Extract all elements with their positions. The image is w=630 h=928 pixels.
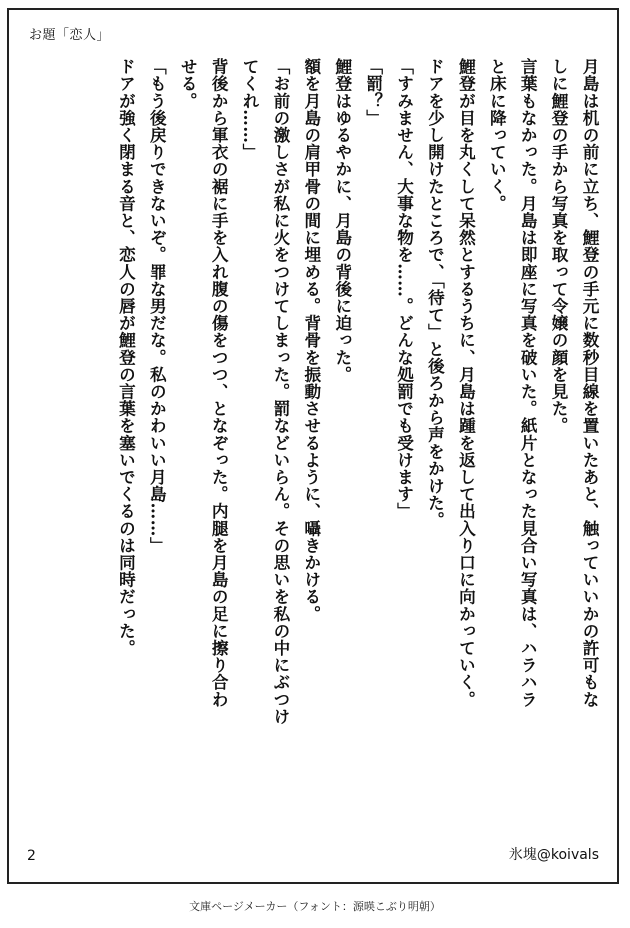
author-credit: 氷塊@koivals (508, 847, 599, 863)
generator-credit: 文庫ページメーカー（フォント：源暎こぶり明朝） (189, 900, 441, 913)
text-line: 「お前の激しさが私に火をつけてしまった。罰などいらん。その思いを私の中にぶつけ (270, 58, 291, 725)
text-line: 「すみません、大事な物を……。どんな処罰でも受けます」 (394, 58, 415, 520)
page-frame (7, 8, 619, 884)
text-line: 鯉登はゆるやかに、月島の背後に迫った。 (332, 58, 353, 383)
text-line: 言葉もなかった。月島は即座に写真を破いた。紙片となった見合い写真は、ハラハラ (518, 58, 539, 708)
text-line: 鯉登が目を丸くして呆然とするうちに、月島は踵を返して出入り口に向かっていく。 (456, 58, 477, 708)
text-line: 「罰？」 (363, 58, 384, 127)
text-line: 背後から軍衣の裾に手を入れ腹の傷をつつ、となぞった。内腿を月島の足に擦り合わ (209, 58, 230, 708)
text-line: 額を月島の肩甲骨の間に埋める。背骨を振動させるように、囁きかける。 (301, 58, 322, 623)
text-line: ドアを少し開けたところで、「待て」と後ろから声をかけた。 (425, 58, 446, 529)
text-line: ドアが強く閉まる音と、恋人の唇が鯉登の言葉を塞いでくるのは同時だった。 (116, 58, 137, 657)
text-line: せる。 (178, 58, 199, 110)
page-number: 2 (27, 848, 36, 864)
text-line: しに鯉登の手から写真を取って令嬢の顔を見た。 (549, 58, 570, 435)
vertical-body-text (111, 58, 606, 848)
text-line: と床に降っていく。 (487, 58, 508, 212)
text-line: 「もう後戻りできないぞ。罪な男だな。私のかわいい月島……」 (147, 58, 168, 554)
text-line: てくれ……」 (240, 58, 261, 161)
text-line: 月島は机の前に立ち、鯉登の手元に数秒目線を置いたあと、触っていいかの許可もな (580, 58, 600, 708)
theme-title: お題「恋人」 (29, 28, 111, 43)
